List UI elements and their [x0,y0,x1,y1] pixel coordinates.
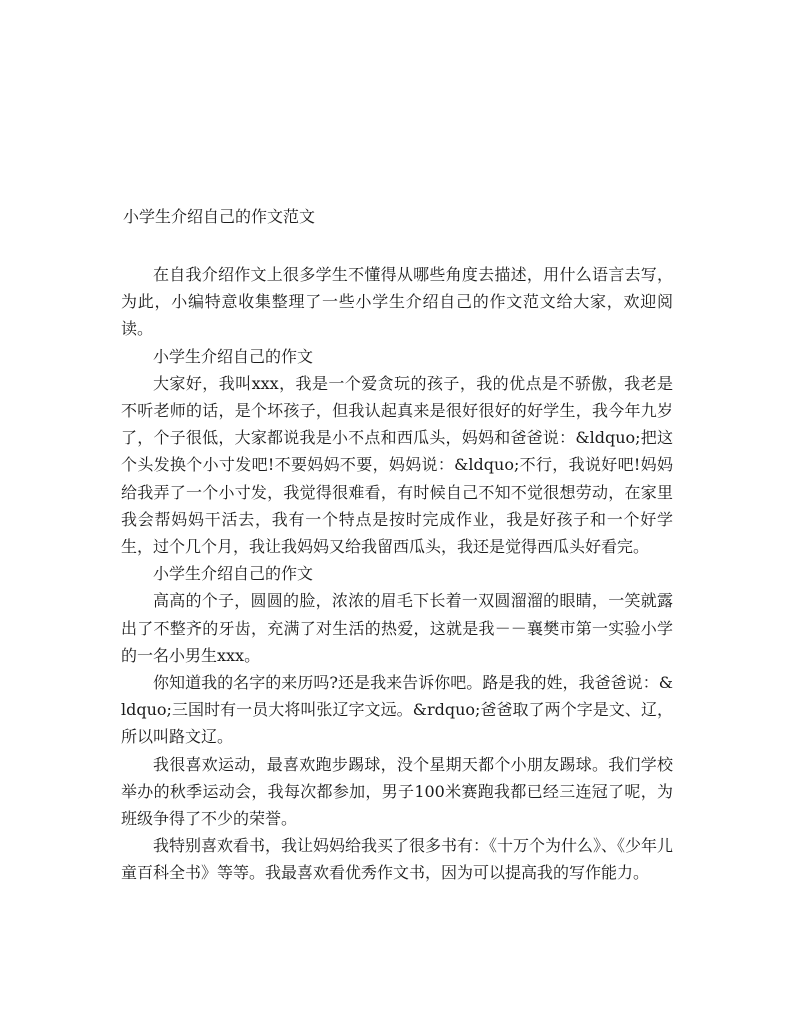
section-heading: 小学生介绍自己的作文 [153,564,314,584]
section-paragraph: 我很喜欢运动，最喜欢跑步踢球，没个星期天都个小朋友踢球。我们学校举办的秋季运动会，我每次都参加，男子100米赛跑我都已经三连冠了呢，为班级争得了不少的荣誉。 [121,754,673,829]
section-paragraph: 高高的个子，圆圆的脸，浓浓的眉毛下长着一双圆溜溜的眼睛，一笑就露出了不整齐的牙齿，充满了对生活的热爱，这就是我－－襄樊市第一实验小学的一名小男生xxx。 [121,591,673,665]
section-paragraph: 你知道我的名字的来历吗?还是我来告诉你吧。路是我的姓，我爸爸说：&ldquo;三国时有一员大将叫张辽字文远。&rdquo;爸爸取了两个字是文、辽，所以叫路文辽。 [121,673,673,747]
section-heading: 小学生介绍自己的作文 [153,346,314,366]
document-title: 小学生介绍自己的作文范文 [123,207,316,226]
section-paragraph: 大家好，我叫xxx，我是一个爱贪玩的孩子，我的优点是不骄傲，我老是不听老师的话，是个坏孩子，但我认起真来是很好很好的好学生，我今年九岁了，个子很低，大家都说我是小不点和西瓜头，妈妈和爸爸说：&ldquo;把这个头发换个小寸发吧!不要妈妈不要，妈妈说：&ldquo;不行，我说好吧!妈妈给我弄了一个小寸发，我觉得很难看，有时候自己不知不觉很想劳动，在家里我会帮妈妈干活去，我有一个特点是按时完成作业，我是好孩子和一个好学生，过个几个月，我让我妈妈又给我留西瓜头，我还是觉得西瓜头好看完。 [121,373,673,557]
document-body [121,261,673,887]
section-paragraph: 我特别喜欢看书，我让妈妈给我买了很多书有：《十万个为什么》、《少年儿童百科全书》等等。我最喜欢看优秀作文书，因为可以提高我的写作能力。 [121,836,674,883]
intro-paragraph: 在自我介绍作文上很多学生不懂得从哪些角度去描述，用什么语言去写，为此，小编特意收集整理了一些小学生介绍自己的作文范文给大家，欢迎阅读。 [121,265,673,339]
